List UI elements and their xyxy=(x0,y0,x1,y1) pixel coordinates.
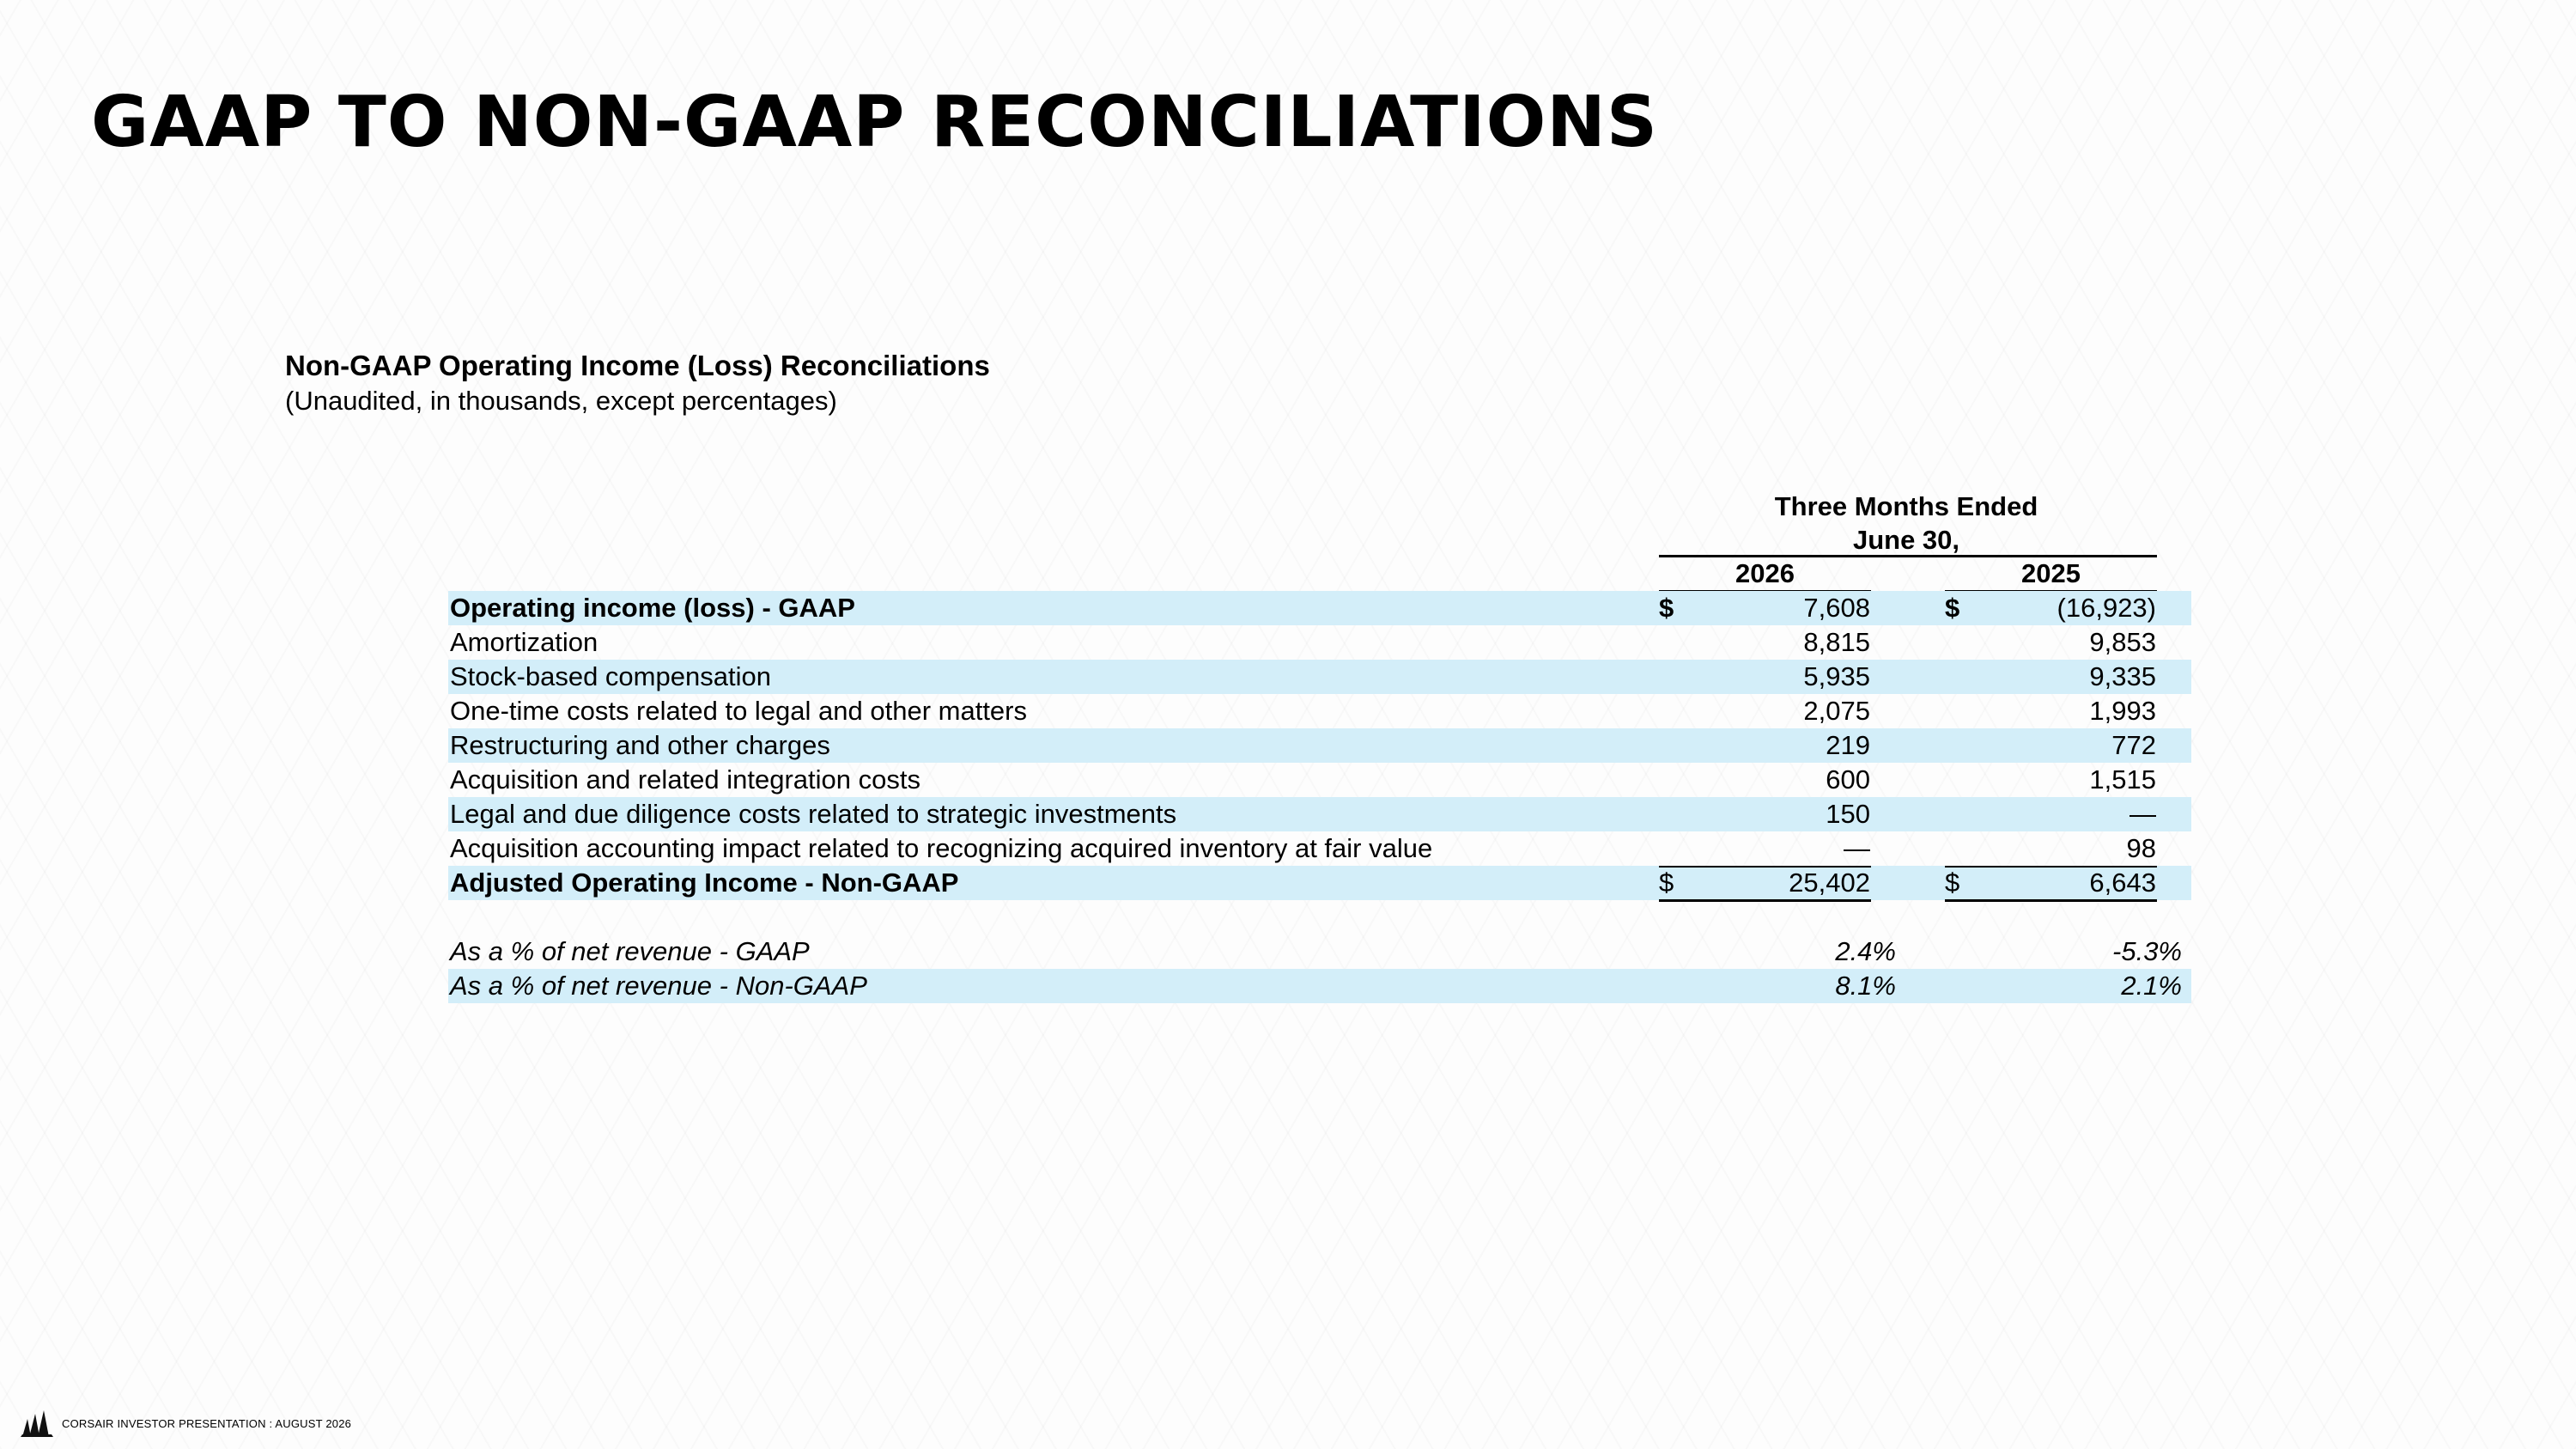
table-row xyxy=(448,797,2191,831)
value-2026: 8,815 xyxy=(1803,627,1870,657)
value-2025: 772 xyxy=(2111,730,2156,760)
table-row xyxy=(448,763,2191,797)
row-label: As a % of net revenue - GAAP xyxy=(450,936,810,966)
section-subtitle: (Unaudited, in thousands, except percentages) xyxy=(285,386,837,416)
row-label: One-time costs related to legal and other matters xyxy=(450,696,1027,726)
value-2025: 2.1% xyxy=(2121,971,2182,1001)
row-label: Acquisition and related integration costs xyxy=(450,764,920,795)
value-2026: 25,402 xyxy=(1789,868,1870,898)
row-label: Restructuring and other charges xyxy=(450,730,830,760)
table-row xyxy=(448,728,2191,763)
year-2025-header: 2025 xyxy=(2021,558,2081,588)
row-label: Amortization xyxy=(450,627,598,657)
value-2026: 219 xyxy=(1826,730,1870,760)
table-row xyxy=(448,625,2191,660)
currency-symbol: $ xyxy=(1659,593,1674,623)
table-row xyxy=(448,591,2191,625)
currency-symbol: $ xyxy=(1659,868,1674,898)
section-title: Non-GAAP Operating Income (Loss) Reconciliations xyxy=(285,350,990,381)
row-label: Legal and due diligence costs related to strategic investments xyxy=(450,799,1177,829)
row-label: Acquisition accounting impact related to recognizing acquired inventory at fair value xyxy=(450,833,1433,863)
currency-symbol: $ xyxy=(1945,868,1960,898)
row-label: Stock-based compensation xyxy=(450,661,771,691)
reconciliation-table xyxy=(448,591,2191,1003)
period-header-line2: June 30, xyxy=(1852,525,1960,555)
value-2025: 9,335 xyxy=(2089,661,2156,691)
footer-text: CORSAIR INVESTOR PRESENTATION : AUGUST 2026 xyxy=(62,1416,352,1430)
table-row xyxy=(448,694,2191,728)
percent-row xyxy=(448,969,2191,1003)
value-2026: 2.4% xyxy=(1835,936,1896,966)
value-2025: -5.3% xyxy=(2112,936,2182,966)
row-label: Adjusted Operating Income - Non-GAAP xyxy=(450,868,959,898)
page-title: GAAP TO NON-GAAP RECONCILIATIONS xyxy=(91,82,1658,163)
value-2025: 1,515 xyxy=(2089,764,2156,795)
row-label: Operating income (loss) - GAAP xyxy=(450,593,855,623)
value-2026: 5,935 xyxy=(1803,661,1870,691)
year-2026-header: 2026 xyxy=(1735,558,1795,588)
value-2026: — xyxy=(1844,833,1870,863)
value-2026: 2,075 xyxy=(1803,696,1870,726)
value-2025: 1,993 xyxy=(2089,696,2156,726)
corsair-sails-icon xyxy=(21,1409,53,1438)
percent-row xyxy=(448,935,2191,969)
table-spacer xyxy=(448,900,2191,935)
value-2026: 7,608 xyxy=(1803,593,1870,623)
value-2025: 9,853 xyxy=(2089,627,2156,657)
period-header-line1: Three Months Ended xyxy=(1774,491,2038,521)
table-row xyxy=(448,831,2191,866)
table-row xyxy=(448,660,2191,694)
period-header xyxy=(1657,490,2155,557)
value-2026: 600 xyxy=(1826,764,1870,795)
value-2026: 8.1% xyxy=(1835,971,1896,1001)
footer xyxy=(21,1409,351,1438)
value-2026: 150 xyxy=(1826,799,1870,829)
value-2025: — xyxy=(2129,799,2156,829)
value-2025: 98 xyxy=(2126,833,2156,863)
value-2025: (16,923) xyxy=(2057,593,2156,623)
value-2025: 6,643 xyxy=(2089,868,2156,898)
total-row xyxy=(448,866,2191,900)
row-label: As a % of net revenue - Non-GAAP xyxy=(450,971,867,1001)
currency-symbol: $ xyxy=(1945,593,1960,623)
